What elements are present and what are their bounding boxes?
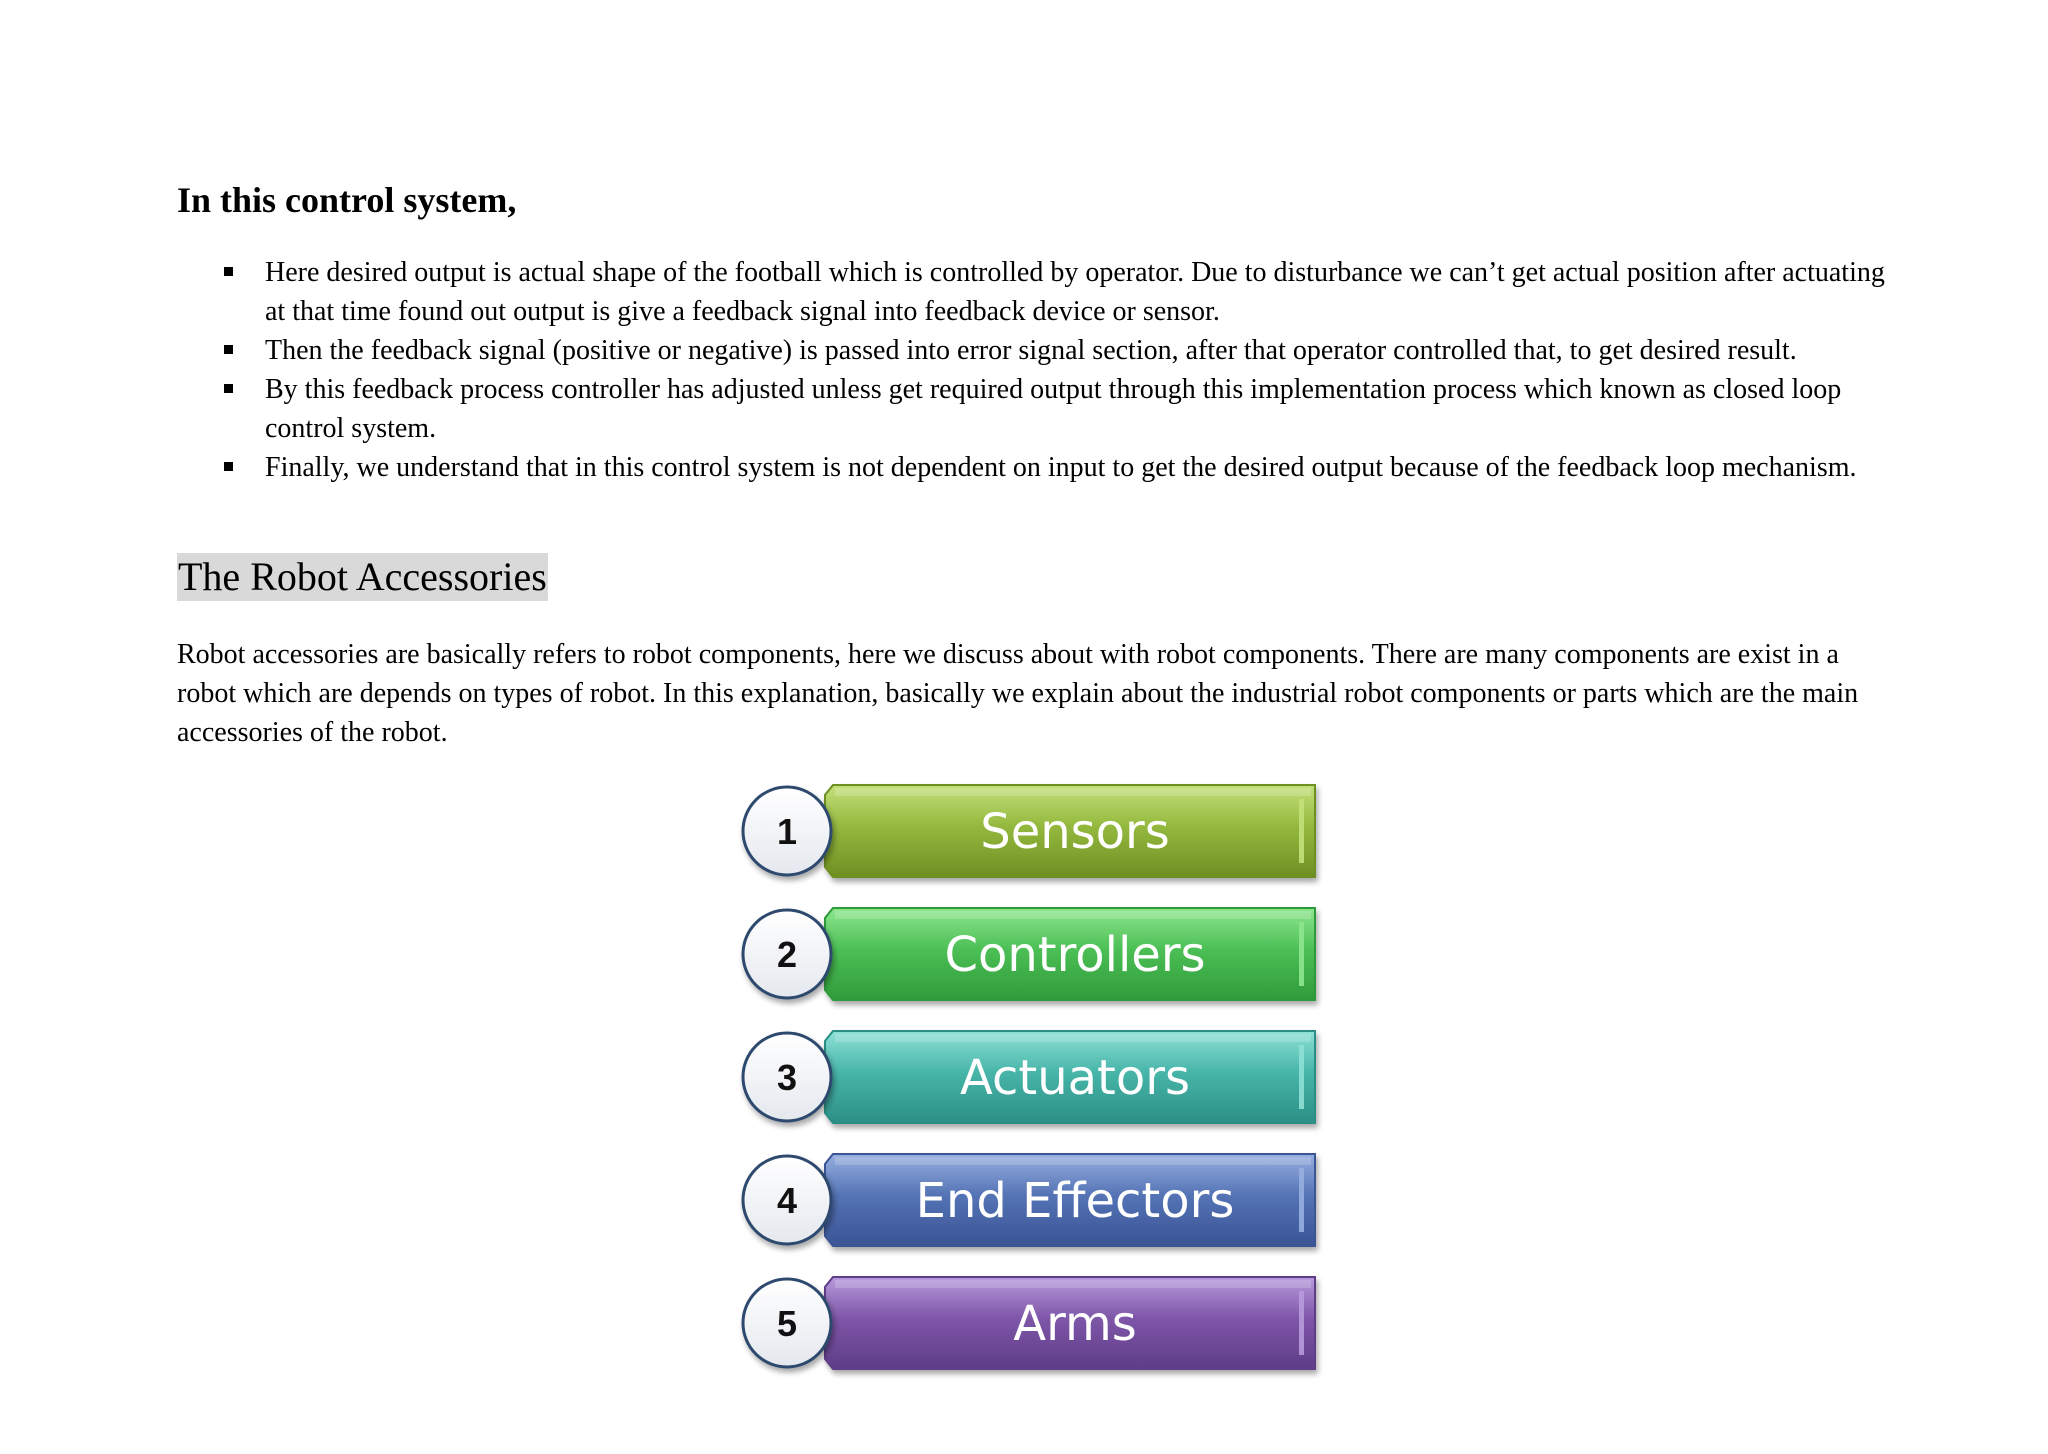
accessory-item [743, 1154, 1315, 1246]
item-number: 1 [776, 811, 798, 852]
bar-gloss [835, 788, 1311, 796]
bullet-text: Here desired output is actual shape of the football which is controlled by operator. Due to disturbance we can’t get actual position after actuating at that time found out output is give a feedback signal into feedback device or sensor. [265, 257, 1885, 327]
accessory-label: Sensors [980, 804, 1170, 860]
section-heading: In this control system, [177, 180, 517, 220]
bar-notch [1299, 1168, 1304, 1232]
bar-notch [1299, 799, 1304, 863]
accessory-item [743, 1277, 1315, 1369]
body-paragraph: Robot accessories are basically refers to robot components, here we discuss about with robot components. There are many components are exist in a robot which are depends on types of robot. In this explanation, basically we explain about the industrial robot components or parts which are the main accessories of the robot. [177, 639, 1859, 748]
bar-notch [1299, 1045, 1304, 1109]
item-number: 3 [776, 1057, 798, 1098]
accessory-label: Controllers [944, 927, 1206, 983]
bar-gloss [835, 1157, 1311, 1165]
bar-gloss [835, 1280, 1311, 1288]
item-number: 2 [776, 934, 798, 975]
accessory-label: End Effectors [915, 1173, 1235, 1229]
item-number: 4 [776, 1180, 798, 1221]
bar-notch [1299, 922, 1304, 986]
accessory-label: Actuators [960, 1050, 1190, 1106]
bar-gloss [835, 1034, 1311, 1042]
bar-gloss [835, 911, 1311, 919]
robot-accessories-heading: The Robot Accessories [178, 554, 547, 599]
accessory-item [743, 1031, 1315, 1123]
bullet-text: By this feedback process controller has adjusted unless get required output through this implementation process which known as closed loop control system. [265, 374, 1842, 444]
bullet-text: Then the feedback signal (positive or negative) is passed into error signal section, after that operator controlled that, to get desired result. [265, 335, 1797, 366]
bar-notch [1299, 1291, 1304, 1355]
accessory-item [743, 908, 1315, 1000]
accessory-label: Arms [1013, 1296, 1137, 1352]
accessory-item [743, 785, 1315, 877]
item-number: 5 [776, 1303, 798, 1344]
bullet-text: Finally, we understand that in this control system is not dependent on input to get the desired output because of the feedback loop mechanism. [265, 452, 1857, 483]
